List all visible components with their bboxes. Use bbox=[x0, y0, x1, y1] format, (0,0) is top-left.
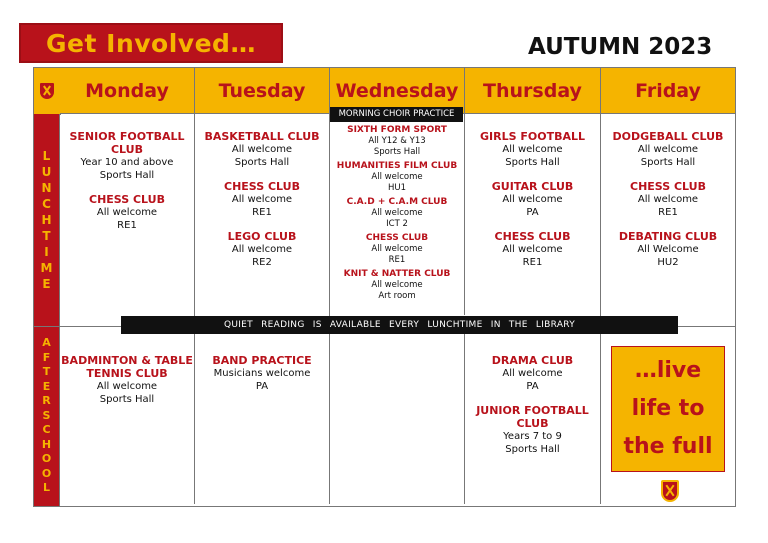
day-header-friday: Friday bbox=[601, 68, 735, 114]
activity-name: BAND PRACTICE bbox=[212, 354, 312, 367]
row-label-letter: S bbox=[42, 408, 51, 422]
row-label-letter: H bbox=[41, 437, 52, 451]
lunchtime-wednesday-cell bbox=[330, 125, 465, 315]
day-header-wednesday: Wednesday bbox=[330, 68, 465, 114]
activity-item bbox=[330, 233, 464, 266]
activity-who: All welcome bbox=[96, 381, 158, 392]
row-label-letter: L bbox=[42, 149, 51, 163]
school-crest-icon bbox=[39, 82, 55, 100]
activity-where: PA bbox=[526, 207, 539, 218]
activity-name: CHESS CLUB bbox=[494, 230, 571, 243]
day-header-tuesday: Tuesday bbox=[195, 68, 330, 114]
after-school-row-label bbox=[34, 326, 60, 506]
activity-where: RE1 bbox=[388, 255, 406, 265]
row-label-letter: O bbox=[41, 466, 52, 480]
row-label-letter: F bbox=[42, 350, 51, 364]
morning-choir-banner: MORNING CHOIR PRACTICE bbox=[330, 107, 463, 122]
row-label-letter: U bbox=[41, 165, 52, 179]
activity-item bbox=[60, 130, 194, 182]
activity-who: All welcome bbox=[371, 172, 423, 182]
activity-item bbox=[465, 230, 600, 269]
activity-item bbox=[60, 193, 194, 232]
activity-where: RE1 bbox=[252, 207, 272, 218]
activity-where: RE1 bbox=[117, 220, 137, 231]
activity-name: DRAMA CLUB bbox=[491, 354, 574, 367]
row-label-letter: E bbox=[42, 379, 51, 393]
activity-where: Sports Hall bbox=[99, 170, 155, 181]
activity-item bbox=[195, 354, 329, 393]
lunchtime-monday-cell bbox=[60, 130, 195, 320]
activity-who: All welcome bbox=[371, 244, 423, 254]
quiet-reading-banner: QUIET READING IS AVAILABLE EVERY LUNCHTIME IN THE LIBRARY bbox=[121, 316, 678, 334]
activity-item bbox=[465, 130, 600, 169]
after-school-thursday-cell bbox=[465, 354, 601, 504]
row-label-letter: C bbox=[42, 423, 51, 437]
day-header-thursday: Thursday bbox=[465, 68, 601, 114]
activity-where: Sports Hall bbox=[373, 147, 421, 157]
slogan-text: …live life to the full bbox=[623, 358, 713, 459]
activity-item bbox=[601, 230, 735, 269]
activity-who: All welcome bbox=[231, 194, 293, 205]
after-school-monday-cell bbox=[60, 354, 195, 504]
activity-name: CHESS CLUB bbox=[89, 193, 165, 206]
activity-name: C.A.D + C.A.M CLUB bbox=[346, 197, 448, 207]
activity-name: CHESS CLUB bbox=[630, 180, 706, 193]
activity-where: RE1 bbox=[522, 257, 543, 268]
activity-name: CHESS CLUB bbox=[224, 180, 300, 193]
row-label-letter: T bbox=[42, 229, 51, 243]
activity-who: All welcome bbox=[231, 244, 293, 255]
activity-name: GUITAR CLUB bbox=[491, 180, 574, 193]
row-label-letter: A bbox=[42, 336, 51, 350]
activity-where: Sports Hall bbox=[99, 394, 155, 405]
activity-who: All welcome bbox=[371, 280, 423, 290]
get-involved-banner bbox=[19, 23, 283, 63]
activity-who: Year 10 and above bbox=[80, 157, 174, 168]
activity-where: Sports Hall bbox=[505, 157, 560, 168]
activity-item bbox=[330, 125, 464, 158]
activity-name: BASKETBALL CLUB bbox=[204, 130, 320, 143]
activity-item bbox=[195, 180, 329, 219]
timetable-grid bbox=[33, 67, 736, 507]
activity-name: SENIOR FOOTBALL CLUB bbox=[69, 130, 185, 156]
activity-where: Sports Hall bbox=[640, 157, 696, 168]
activity-who: All welcome bbox=[502, 368, 563, 379]
row-label-letter: O bbox=[41, 452, 52, 466]
activity-who: All welcome bbox=[371, 208, 423, 218]
banner-text: Get Involved… bbox=[46, 28, 256, 58]
activity-where: RE1 bbox=[658, 207, 678, 218]
activity-item bbox=[330, 161, 464, 194]
activity-where: HU2 bbox=[657, 257, 679, 268]
activity-name: DEBATING CLUB bbox=[618, 230, 718, 243]
season-title: AUTUMN 2023 bbox=[528, 34, 713, 60]
activity-who: All welcome bbox=[502, 244, 563, 255]
activity-name: KNIT & NATTER CLUB bbox=[343, 269, 451, 279]
activity-item bbox=[465, 180, 600, 219]
activity-where: HU1 bbox=[387, 183, 407, 193]
row-label-letter: L bbox=[42, 481, 50, 495]
activity-who: All welcome bbox=[96, 207, 158, 218]
activity-item bbox=[195, 230, 329, 269]
activity-who: All welcome bbox=[502, 144, 563, 155]
activity-name: DODGEBALL CLUB bbox=[612, 130, 724, 143]
activity-who: All welcome bbox=[502, 194, 563, 205]
activity-where: PA bbox=[255, 381, 269, 392]
row-label-letter: M bbox=[40, 261, 53, 275]
activity-name: GIRLS FOOTBALL bbox=[480, 130, 585, 143]
activity-who: Years 7 to 9 bbox=[503, 431, 562, 442]
activity-where: ICT 2 bbox=[386, 219, 408, 229]
row-label-letter: I bbox=[44, 245, 49, 259]
row-label-letter: N bbox=[41, 181, 52, 195]
activity-who: Musicians welcome bbox=[213, 368, 311, 379]
activity-who: All Y12 & Y13 bbox=[368, 136, 426, 146]
activity-who: All welcome bbox=[637, 144, 699, 155]
row-label-letter: R bbox=[42, 394, 51, 408]
row-label-letter: H bbox=[41, 213, 52, 227]
activity-item bbox=[60, 354, 194, 406]
day-header-monday: Monday bbox=[60, 68, 195, 114]
lunchtime-thursday-cell bbox=[465, 130, 601, 320]
activity-name: SIXTH FORM SPORT bbox=[347, 125, 447, 135]
activity-name: LEGO CLUB bbox=[227, 230, 297, 243]
activity-name: BADMINTON & TABLE TENNIS CLUB bbox=[61, 354, 193, 380]
activity-who: All welcome bbox=[637, 194, 699, 205]
row-label-letter: T bbox=[42, 365, 51, 379]
activity-item bbox=[601, 130, 735, 169]
activity-item bbox=[601, 180, 735, 219]
activity-item bbox=[195, 130, 329, 169]
activity-item bbox=[330, 269, 464, 302]
lunchtime-row-label bbox=[34, 114, 60, 326]
after-school-tuesday-cell bbox=[195, 354, 330, 504]
activity-where: Sports Hall bbox=[234, 157, 290, 168]
activity-item bbox=[465, 354, 600, 393]
lunchtime-tuesday-cell bbox=[195, 130, 330, 320]
activity-item bbox=[465, 404, 600, 456]
activity-who: All Welcome bbox=[637, 244, 699, 255]
activity-name: HUMANITIES FILM CLUB bbox=[336, 161, 458, 171]
activity-who: All welcome bbox=[231, 144, 293, 155]
activity-item bbox=[330, 197, 464, 230]
row-label-letter: C bbox=[42, 197, 51, 211]
lunchtime-friday-cell bbox=[601, 130, 735, 320]
after-school-wednesday-cell bbox=[330, 354, 465, 504]
slogan-box bbox=[611, 346, 725, 472]
activity-name: CHESS CLUB bbox=[365, 233, 429, 243]
activity-name: JUNIOR FOOTBALL CLUB bbox=[476, 404, 589, 430]
activity-where: Sports Hall bbox=[505, 444, 560, 455]
row-label-letter: E bbox=[42, 277, 51, 291]
school-crest-icon bbox=[661, 480, 679, 502]
activity-where: Art room bbox=[378, 291, 416, 301]
activity-where: PA bbox=[526, 381, 539, 392]
activity-where: RE2 bbox=[252, 257, 272, 268]
header-crest-cell bbox=[34, 68, 61, 115]
